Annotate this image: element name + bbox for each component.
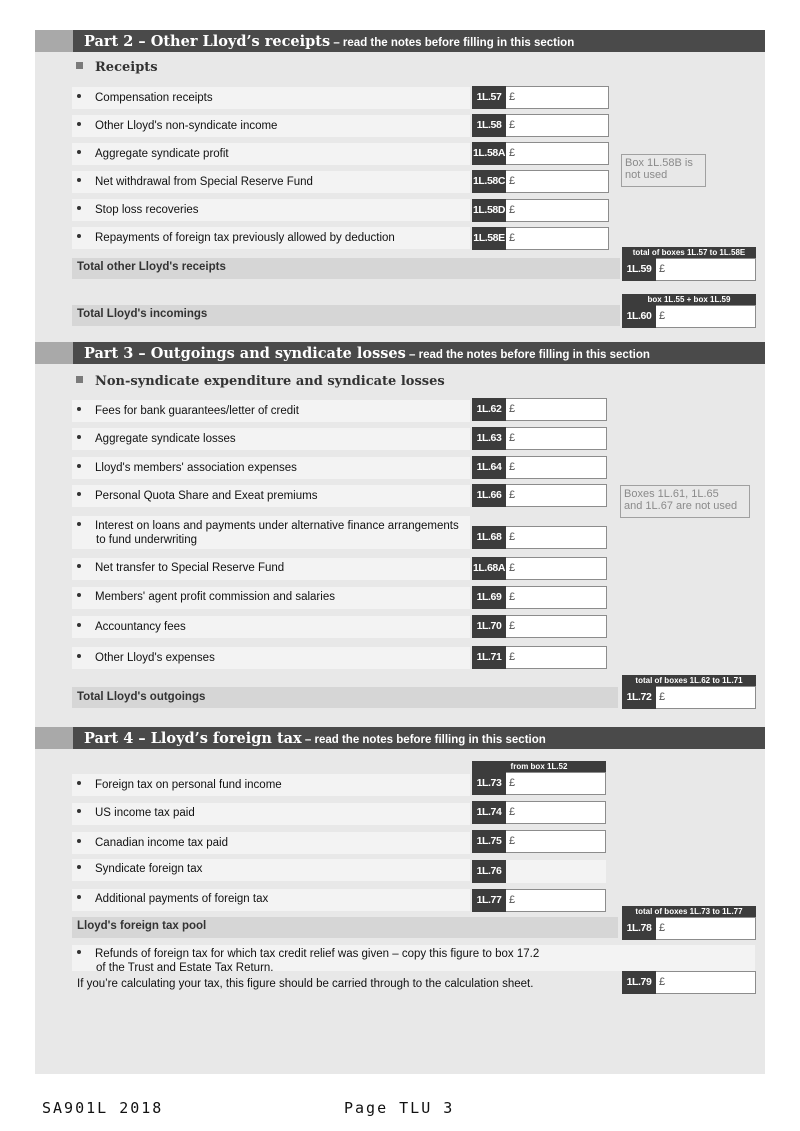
label-bank-guarantee-fees: Fees for bank guarantees/letter of credit <box>77 404 299 418</box>
label-total-outgoings: Total Lloyd's outgoings <box>77 691 206 703</box>
form-reference: SA901L 2018 <box>42 1099 164 1117</box>
input-1L58D[interactable]: £ <box>506 199 609 222</box>
input-1L73[interactable]: £ <box>506 772 606 795</box>
label-interest-on-loans: Interest on loans and payments under alternative finance arrangements to fund underwriting <box>77 519 459 547</box>
input-1L63[interactable]: £ <box>506 427 607 450</box>
label-total-incomings: Total Lloyd's incomings <box>77 308 208 320</box>
input-1L71[interactable]: £ <box>506 646 607 669</box>
part-2-title: Part 2 – Other Lloyd’s receipts – read the notes before filling in this section <box>84 33 575 50</box>
input-1L57[interactable]: £ <box>506 86 609 109</box>
part-4-title: Part 4 – Lloyd’s foreign tax – read the notes before filling in this section <box>84 730 546 747</box>
calculation-sheet-note: If you’re calculating your tax, this figure should be carried through to the calculation sheet. <box>77 978 534 990</box>
expenditure-subheading: Non-syndicate expenditure and syndicate losses <box>76 374 445 389</box>
input-1L74[interactable]: £ <box>506 801 606 824</box>
input-1L60[interactable]: £ <box>656 305 756 328</box>
input-1L59[interactable]: £ <box>656 258 756 281</box>
label-foreign-tax-personal-fund: Foreign tax on personal fund income <box>77 778 282 792</box>
part-3-title: Part 3 – Outgoings and syndicate losses – read the notes before filling in this section <box>84 345 650 362</box>
input-1L58[interactable]: £ <box>506 114 609 137</box>
receipts-subheading: Receipts <box>76 60 158 75</box>
label-net-withdrawal: Net withdrawal from Special Reserve Fund <box>77 175 313 189</box>
input-1L75[interactable]: £ <box>506 830 606 853</box>
input-1L58E[interactable]: £ <box>506 227 609 250</box>
input-1L62[interactable]: £ <box>506 398 607 421</box>
input-1L64[interactable]: £ <box>506 456 607 479</box>
input-1L72[interactable]: £ <box>656 686 756 709</box>
label-other-expenses: Other Lloyd's expenses <box>77 651 215 665</box>
input-1L68A[interactable]: £ <box>506 557 607 580</box>
label-canadian-income-tax: Canadian income tax paid <box>77 836 228 850</box>
caption-1L59: total of boxes 1L.57 to 1L.58E <box>622 247 756 258</box>
not-used-note-1L58B: Box 1L.58B is not used <box>621 154 706 187</box>
label-additional-foreign-tax: Additional payments of foreign tax <box>77 892 268 906</box>
caption-1L60: box 1L.55 + box 1L.59 <box>622 294 756 305</box>
page-number: Page TLU 3 <box>344 1099 455 1117</box>
input-1L68[interactable]: £ <box>506 526 607 549</box>
input-1L69[interactable]: £ <box>506 586 607 609</box>
caption-1L78: total of boxes 1L.73 to 1L.77 <box>622 906 756 917</box>
label-members-association-expenses: Lloyd's members' association expenses <box>77 461 297 475</box>
not-used-note-1L61-65-67: Boxes 1L.61, 1L.65 and 1L.67 are not used <box>620 485 750 518</box>
input-1L58C[interactable]: £ <box>506 170 609 193</box>
label-refunds-foreign-tax: Refunds of foreign tax for which tax credit relief was given – copy this figure to box 17.2 of the Trust and Estate Tax Return. <box>77 947 539 975</box>
input-1L70[interactable]: £ <box>506 615 607 638</box>
label-net-transfer: Net transfer to Special Reserve Fund <box>77 561 284 575</box>
label-repayments-foreign-tax: Repayments of foreign tax previously allowed by deduction <box>77 231 395 245</box>
caption-1L72: total of boxes 1L.62 to 1L.71 <box>622 675 756 686</box>
label-accountancy-fees: Accountancy fees <box>77 620 186 634</box>
label-syndicate-foreign-tax: Syndicate foreign tax <box>77 862 202 876</box>
input-1L79[interactable]: £ <box>656 971 756 994</box>
field-1L76 <box>506 860 606 883</box>
input-1L58A[interactable]: £ <box>506 142 609 165</box>
label-stop-loss-recoveries: Stop loss recoveries <box>77 203 199 217</box>
label-compensation-receipts: Compensation receipts <box>77 91 213 105</box>
label-quota-share-premiums: Personal Quota Share and Exeat premiums <box>77 489 317 503</box>
label-foreign-tax-pool: Lloyd's foreign tax pool <box>77 920 207 932</box>
input-1L78[interactable]: £ <box>656 917 756 940</box>
label-agent-commission: Members' agent profit commission and salaries <box>77 590 335 604</box>
label-total-other-receipts: Total other Lloyd's receipts <box>77 261 226 273</box>
label-aggregate-syndicate-losses: Aggregate syndicate losses <box>77 432 236 446</box>
label-us-income-tax: US income tax paid <box>77 806 195 820</box>
input-1L77[interactable]: £ <box>506 889 606 912</box>
caption-1L73: from box 1L.52 <box>472 761 606 772</box>
input-1L66[interactable]: £ <box>506 484 607 507</box>
label-non-syndicate-income: Other Lloyd's non-syndicate income <box>77 119 277 133</box>
label-aggregate-syndicate-profit: Aggregate syndicate profit <box>77 147 229 161</box>
